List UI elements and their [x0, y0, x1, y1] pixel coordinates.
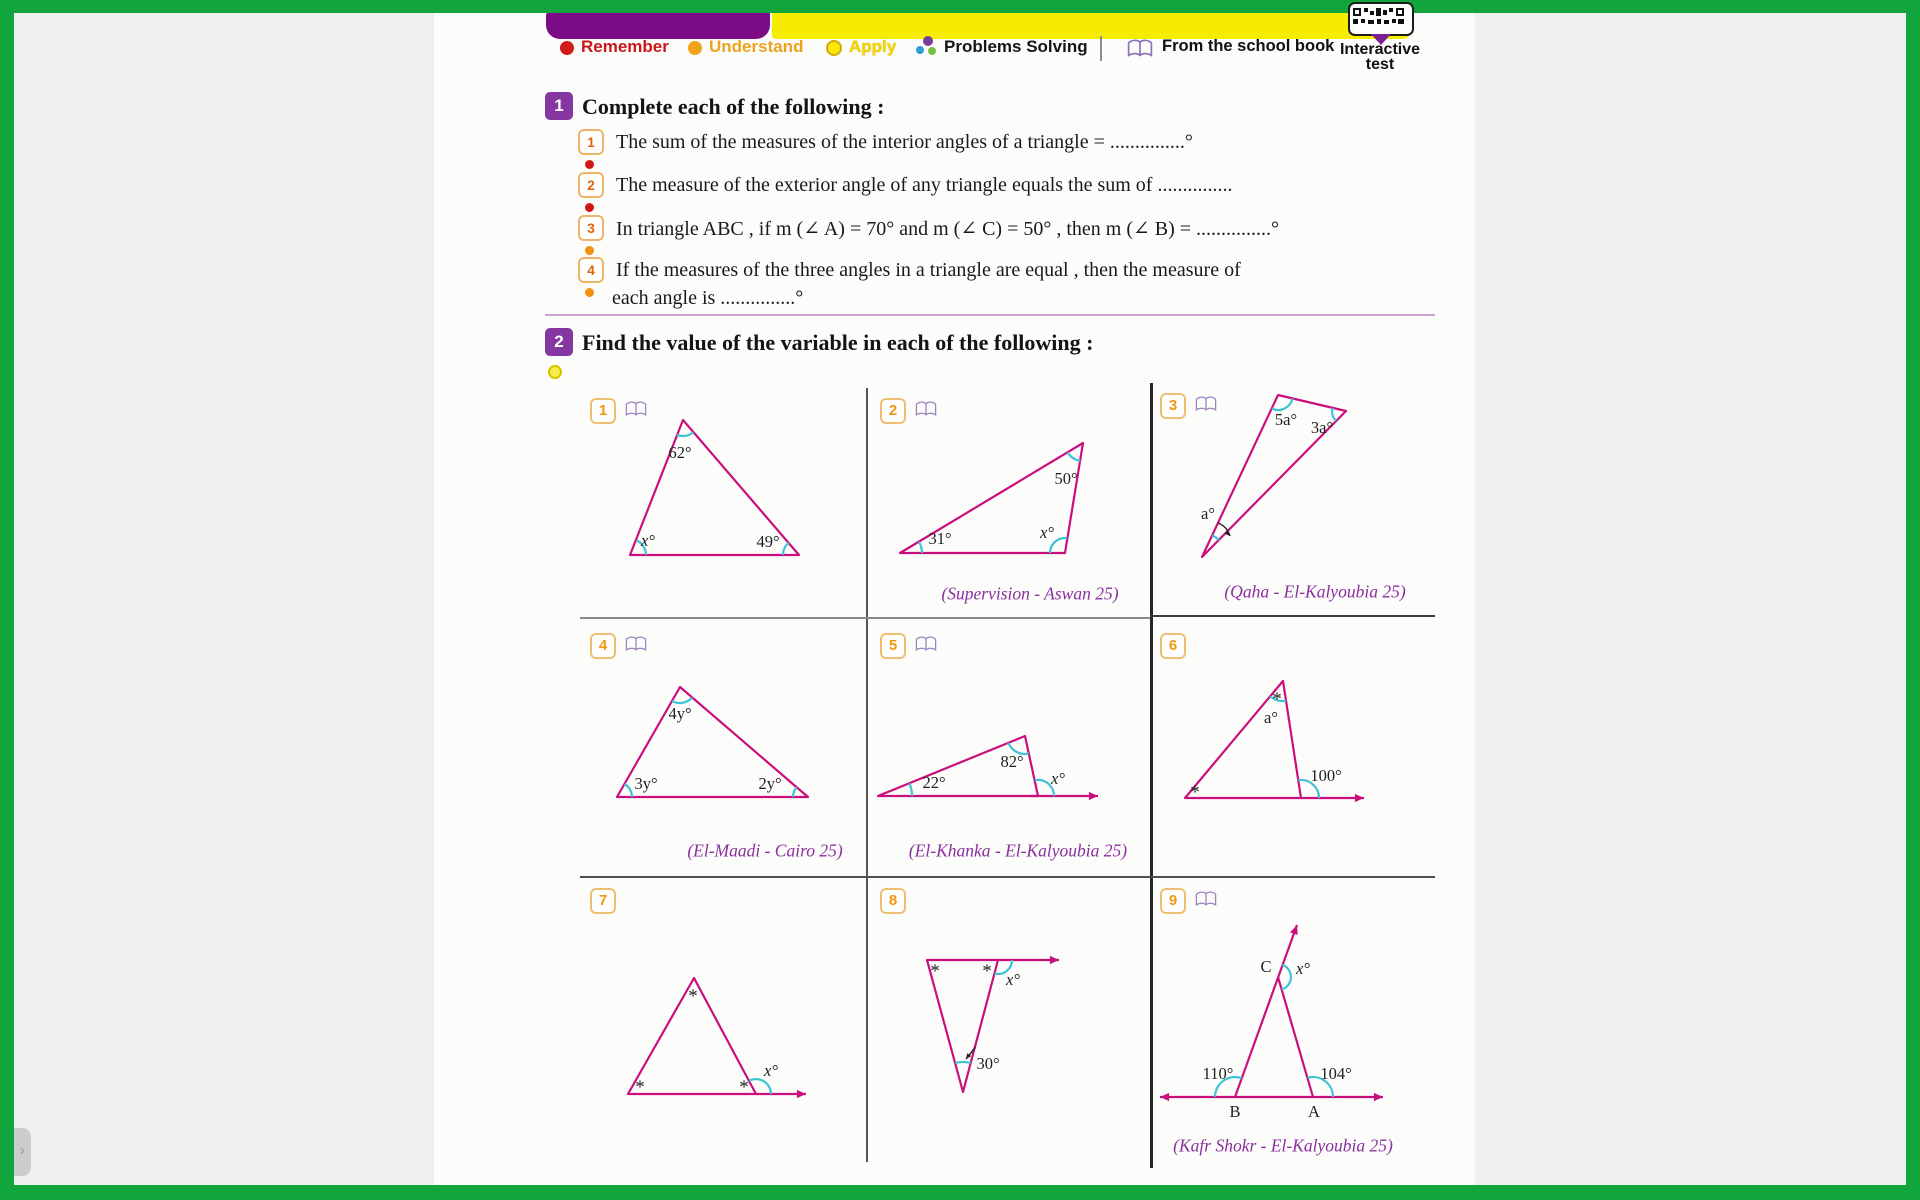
- exercise-cell: [1150, 625, 1435, 870]
- grid-vline-1: [866, 388, 868, 1162]
- exercise-cell: [1150, 880, 1435, 1180]
- cell-number-box: 6: [1160, 633, 1186, 659]
- item3-number-box: 3: [578, 215, 604, 241]
- book-icon: [914, 636, 938, 652]
- svg-text:*: *: [1190, 782, 1200, 803]
- svg-text:110°: 110°: [1202, 1064, 1234, 1083]
- svg-text:2y°: 2y°: [758, 774, 782, 793]
- attribution-text: (Supervision - Aswan 25): [941, 583, 1119, 604]
- cell-number-box: 1: [590, 398, 616, 424]
- exercise-cell: [1150, 385, 1435, 610]
- triangle-diagram: [580, 880, 866, 1145]
- chevron-right-icon: ›: [20, 1142, 25, 1159]
- interactive-test-label: Interactive test: [1339, 41, 1421, 73]
- svg-text:82°: 82°: [1000, 752, 1024, 771]
- book-icon: [1194, 891, 1218, 907]
- exercise-cell: [870, 625, 1148, 870]
- svg-text:x°: x°: [1051, 769, 1065, 788]
- purple-header-bar: [546, 13, 770, 39]
- grid-hline-2: [580, 876, 1435, 878]
- svg-text:*: *: [635, 1077, 645, 1098]
- svg-text:*: *: [930, 961, 940, 982]
- legend-understand: Understand: [709, 37, 804, 56]
- legend-apply: Apply: [849, 37, 897, 56]
- svg-text:104°: 104°: [1320, 1064, 1352, 1083]
- item1-number-box: 1: [578, 129, 604, 155]
- svg-text:49°: 49°: [756, 532, 780, 551]
- grid-hline-1b: [1150, 615, 1435, 617]
- triangle-diagram: [870, 880, 1148, 1145]
- svg-text:100°: 100°: [1310, 766, 1342, 785]
- question-item-1: [578, 129, 1193, 155]
- item4-understand-dot: [585, 288, 594, 297]
- item2-number-box: 2: [578, 172, 604, 198]
- section2-title: Find the value of the variable in each of the following :: [582, 330, 1094, 355]
- item1-remember-dot: [585, 160, 594, 169]
- qr-code-icon: [1348, 2, 1414, 36]
- svg-text:x°: x°: [764, 1061, 778, 1080]
- svg-text:*: *: [739, 1077, 749, 1098]
- attribution-text: (Kafr Shokr - El-Kalyoubia 25): [1173, 1135, 1393, 1156]
- item2-remember-dot: [585, 203, 594, 212]
- question-item-4: [578, 257, 1241, 283]
- yellow-header-bar: [772, 13, 1412, 39]
- book-icon: [914, 401, 938, 417]
- triangle-diagram: [580, 390, 866, 590]
- exercise-cell: [580, 625, 866, 870]
- svg-text:22°: 22°: [922, 773, 946, 792]
- legend-divider: [1100, 36, 1102, 61]
- cell-number-box: 4: [590, 633, 616, 659]
- apply-ring-icon: [826, 40, 842, 56]
- triangle-diagram: [870, 390, 1148, 615]
- svg-text:C: C: [1260, 957, 1272, 976]
- book-icon: [624, 636, 648, 652]
- svg-text:x°: x°: [641, 531, 655, 550]
- svg-text:x°: x°: [1296, 959, 1310, 978]
- legend-problems-solving: Problems Solving: [944, 37, 1088, 56]
- item3-understand-dot: [585, 246, 594, 255]
- exercise-cell: [580, 880, 866, 1145]
- item4-text-line2: each angle is ...............°: [612, 287, 804, 309]
- svg-text:50°: 50°: [1054, 469, 1078, 488]
- question-item-3: [578, 215, 1279, 241]
- svg-text:3a°: 3a°: [1310, 418, 1334, 437]
- svg-text:*: *: [688, 986, 698, 1007]
- drawer-handle[interactable]: [14, 1128, 31, 1176]
- legend-remember: Remember: [581, 37, 669, 56]
- item2-text: The measure of the exterior angle of any triangle equals the sum of ...............: [616, 173, 1233, 196]
- remember-dot-icon: [560, 41, 574, 55]
- attribution-text: (El-Maadi - Cairo 25): [687, 840, 843, 861]
- svg-text:a°: a°: [1264, 708, 1278, 727]
- triangle-diagram: [580, 625, 866, 870]
- book-icon: [1194, 396, 1218, 412]
- section2-number-badge: 2: [545, 328, 573, 356]
- svg-text:5a°: 5a°: [1274, 410, 1298, 429]
- item1-text: The sum of the measures of the interior angles of a triangle = ...............°: [616, 130, 1193, 153]
- item4-number-box: 4: [578, 257, 604, 283]
- svg-text:*: *: [982, 961, 992, 982]
- cell-number-box: 7: [590, 888, 616, 914]
- svg-text:31°: 31°: [928, 529, 952, 548]
- svg-text:A: A: [1308, 1102, 1320, 1121]
- svg-text:62°: 62°: [668, 443, 692, 462]
- cell-number-box: 3: [1160, 393, 1186, 419]
- svg-text:*: *: [1272, 689, 1282, 710]
- cell-number-box: 9: [1160, 888, 1186, 914]
- item3-text: In triangle ABC , if m (∠ A) = 70° and m (∠ C) = 50° , then m (∠ B) = ...............°: [616, 217, 1280, 240]
- book-icon: [1126, 39, 1154, 58]
- svg-text:B: B: [1229, 1102, 1241, 1121]
- attribution-text: (El-Khanka - El-Kalyoubia 25): [908, 840, 1128, 861]
- item4-text-line1: If the measures of the three angles in a triangle are equal , then the measure of: [616, 258, 1241, 281]
- svg-text:3y°: 3y°: [634, 774, 658, 793]
- understand-dot-icon: [688, 41, 702, 55]
- svg-text:4y°: 4y°: [668, 704, 692, 723]
- section1-title: Complete each of the following :: [582, 94, 885, 119]
- svg-text:x°: x°: [1006, 970, 1020, 989]
- section2-apply-ring: [548, 365, 562, 379]
- cell-number-box: 5: [880, 633, 906, 659]
- section1-number-badge: 1: [545, 92, 573, 120]
- book-icon: [624, 401, 648, 417]
- exercise-cell: [870, 390, 1148, 615]
- exercise-cell: [870, 880, 1148, 1145]
- triangle-diagram: [1150, 625, 1435, 870]
- svg-text:30°: 30°: [976, 1054, 1000, 1073]
- cell-number-box: 8: [880, 888, 906, 914]
- cell-number-box: 2: [880, 398, 906, 424]
- triangle-diagram: [870, 625, 1148, 870]
- svg-text:a°: a°: [1201, 504, 1215, 523]
- question-item-2: [578, 172, 1232, 198]
- attribution-text: (Qaha - El-Kalyoubia 25): [1224, 581, 1406, 602]
- legend-from-school-book: From the school book: [1162, 37, 1335, 55]
- section-separator: [545, 314, 1435, 316]
- triangle-diagram: [1150, 385, 1435, 610]
- svg-text:x°: x°: [1040, 523, 1054, 542]
- exercise-cell: [580, 390, 866, 590]
- grid-hline-1a: [580, 617, 1150, 619]
